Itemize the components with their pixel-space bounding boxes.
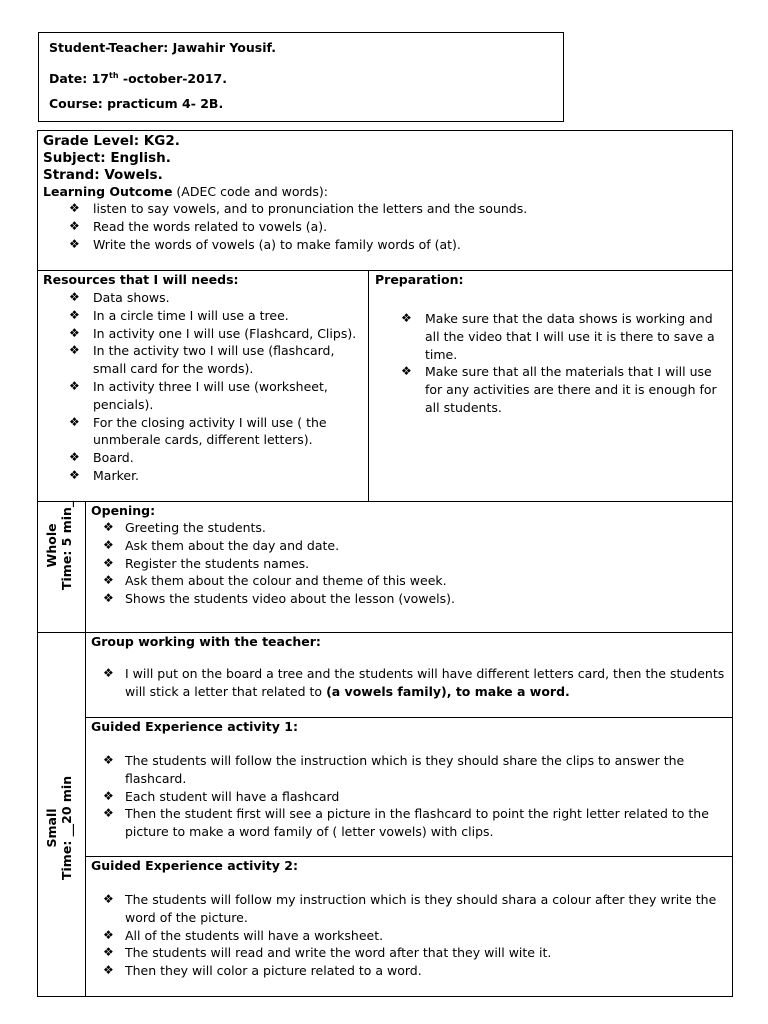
list-item: ❖ Board. <box>69 450 134 466</box>
list-item: ❖ Ask them about the colour and theme of this week. <box>103 573 447 589</box>
list-item: ❖ For the closing activity I will use ( the unmberale cards, different letters). <box>69 414 327 448</box>
list-item: ❖ Marker. <box>69 467 140 483</box>
resources-list <box>43 289 363 485</box>
list-item: ❖ Data shows. <box>69 290 170 305</box>
learning-outcome-label: Learning Outcome (ADEC code and words): <box>43 184 329 199</box>
subject: Subject: English. <box>43 150 171 166</box>
overview-section <box>43 133 723 253</box>
list-item: ❖ Then they will color a picture related to a word. <box>103 963 422 979</box>
list-item: ❖ Register the students names. <box>103 555 310 571</box>
activity2-title: Guided Experience activity 2: <box>91 858 298 873</box>
list-item: ❖ In activity three I will use (worksheet, pencials). <box>69 378 328 412</box>
grade-level: Grade Level: KG2. <box>43 133 180 149</box>
list-item: ❖ Write the words of vowels (a) to make family words of (at). <box>69 236 461 252</box>
group-working-list <box>91 665 726 701</box>
list-item: ❖ The students will follow the instruction which is they should share the clips to answer the flashcard. <box>103 753 685 786</box>
preparation-section <box>375 272 725 417</box>
activity2-section <box>91 858 726 980</box>
opening-title: Opening: <box>91 503 156 518</box>
list-item: ❖ The students will follow my instruction which is they should shara a colour after they write the word of the picture. <box>103 892 717 925</box>
list-item: ❖ Ask them about the day and date. <box>103 537 340 553</box>
list-item: ❖ Then the student first will see a picture in the flashcard to point the right letter related to the picture to make a word family of ( letter vowels) with clips. <box>103 806 709 840</box>
preparation-title: Preparation: <box>375 272 464 287</box>
list-item: ❖ I will put on the board a tree and the students will have different letters card, then the students will stick a letter that related to (a vowels family), to make a word. <box>103 666 725 699</box>
header-box <box>38 32 564 122</box>
course: Course: practicum 4- 2B. <box>49 96 224 111</box>
list-item: ❖ Read the words related to vowels (a). <box>69 218 328 234</box>
whole-label: Whole Time: 5 min_ <box>44 500 74 590</box>
list-item: ❖ Make sure that all the materials that I will use for any activities are there and it is enough for all students. <box>401 364 717 415</box>
opening-section <box>91 503 726 608</box>
resources-title: Resources that I will needs: <box>43 272 239 287</box>
list-item: ❖ All of the students will have a worksheet. <box>103 927 384 943</box>
group-working-title: Group working with the teacher: <box>91 634 321 649</box>
activity1-list <box>91 752 726 841</box>
outcome-list <box>43 200 723 253</box>
activity1-section <box>91 719 726 841</box>
group-working-section <box>91 634 726 701</box>
student-teacher: Student-Teacher: Jawahir Yousif. <box>49 40 276 55</box>
activity2-list <box>91 891 726 980</box>
small-label: Small Time: __20 min <box>44 775 74 880</box>
list-item: ❖ The students will read and write the word after that they will wite it. <box>103 945 552 961</box>
list-item: ❖ Shows the students video about the lesson (vowels). <box>103 591 456 607</box>
strand: Strand: Vowels. <box>43 167 163 183</box>
list-item: ❖ In a circle time I will use a tree. <box>69 307 289 323</box>
list-item: ❖ In the activity two I will use (flashcard, small card for the words). <box>69 343 335 377</box>
list-item: ❖ Make sure that the data shows is working and all the video that I will use it is there to save a time. <box>401 311 715 362</box>
list-item: ❖ listen to say vowels, and to pronunciation the letters and the sounds. <box>69 201 528 216</box>
opening-list <box>91 519 726 608</box>
resources-section <box>43 272 363 485</box>
date: Date: 17th -october-2017. <box>49 71 227 87</box>
list-item: ❖ In activity one I will use (Flashcard, Clips). <box>69 325 357 341</box>
preparation-list <box>375 310 725 417</box>
activity1-title: Guided Experience activity 1: <box>91 719 298 734</box>
list-item: ❖ Each student will have a flashcard <box>103 788 340 804</box>
list-item: ❖ Greeting the students. <box>103 520 266 535</box>
